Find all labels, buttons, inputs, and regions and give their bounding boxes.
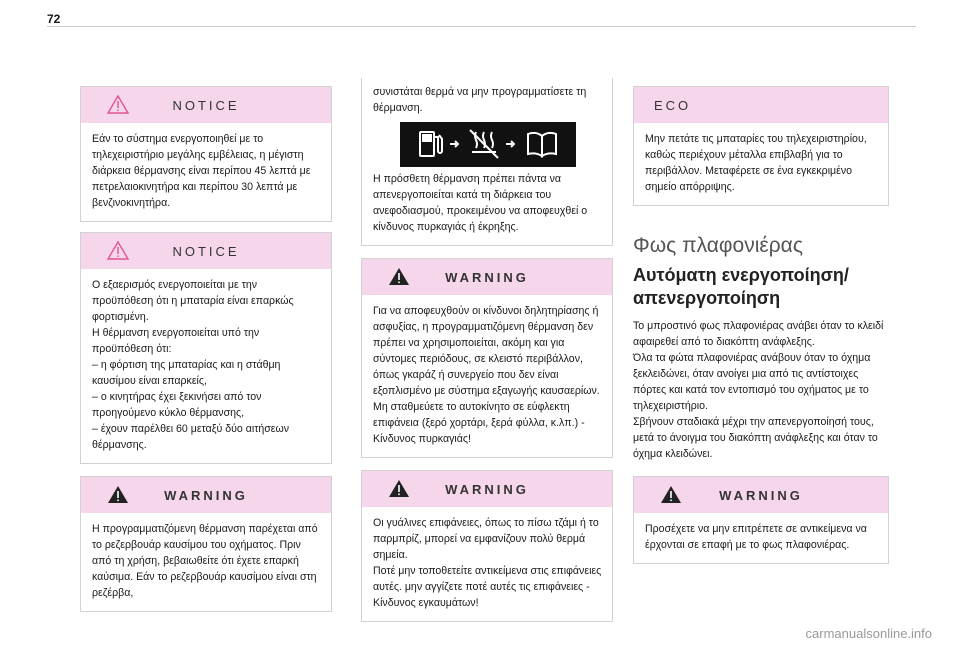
continued-box [361, 78, 613, 246]
warning-filled-icon [107, 485, 129, 507]
notice-line: – ο κινητήρας έχει ξεκινήσει από τον προηγούμενο κύκλο θέρμανσης, [92, 391, 262, 419]
warning-box-2 [361, 258, 613, 458]
warning-line: Ποτέ μην τοποθετείτε αντικείμενα στις επιφάνειες αυτές. μην αγγίζετε ποτέ αυτές τις επιφάνειες - Κίνδυνος εγκαυμάτων! [373, 565, 602, 609]
warning-outline-icon [107, 241, 129, 263]
section-body [633, 318, 889, 462]
refuel-text: Η πρόσθετη θέρμανση πρέπει πάντα να απενεργοποιείται κατά τη διάρκεια του ανεφοδιασμού, προκειμένου να αποφευχθεί ο κίνδυνος πυρκαγιάς ή έκρηξης. [373, 173, 588, 233]
column-3 [633, 86, 889, 564]
refuel-warning-pictogram [400, 122, 576, 167]
warning-title: WARNING [719, 487, 803, 503]
warning-filled-icon [388, 479, 410, 501]
warning-title: WARNING [445, 269, 529, 285]
heater-crossed-icon [470, 130, 498, 158]
warning-text: Προσέχετε να μην επιτρέπετε σε αντικείμενα να έρχονται σε επαφή με το φως πλαφονιέρας. [645, 523, 867, 551]
warning-filled-icon [388, 267, 410, 289]
warning-outline-icon [107, 95, 129, 117]
column-1 [80, 86, 332, 612]
notice-title: NOTICE [172, 243, 240, 259]
warning-line: Για να αποφευχθούν οι κίνδυνοι δηλητηρίασης ή ασφυξίας, η προγραμματιζόμενη θέρμανση δεν πρέπει να χρησιμοποιείται, ακόμη και για σύντομες περιόδους, σε κλειστό περιβάλλον, όπως γκαράζ ή συνεργείο που δεν είναι εξοπλισμένο με σύστημα εξαγωγής καυσαερίων. [373, 305, 600, 397]
warning-filled-icon [660, 485, 682, 507]
warning-header [362, 471, 612, 507]
paragraph: Όλα τα φώτα πλαφονιέρας ανάβουν όταν το όχημα ξεκλειδώνει, όταν ανοίγει μια από τις αντίστοιχες πόρτες και κατά τον εντοπισμό του οχήματος με το τηλεχειριστήριο. [633, 352, 871, 412]
eco-header [634, 87, 888, 123]
subsection-title: Αυτόματη ενεργοποίηση/ απενεργοποίηση [633, 265, 849, 308]
notice-header [81, 87, 331, 123]
eco-box [633, 86, 889, 206]
warning-title: WARNING [164, 487, 248, 503]
section-title: Φως πλαφονιέρας [633, 234, 803, 257]
eco-text: Μην πετάτε τις μπαταρίες του τηλεχειριστηρίου, καθώς περιέχουν μέταλλα επιβλαβή για το περιβάλλον. Μεταφέρετε σε ένα εγκεκριμένο σημείο απόρριψης. [645, 133, 867, 193]
notice-line: – η φόρτιση της μπαταρίας και η στάθμη καυσίμου είναι επαρκείς, [92, 359, 281, 387]
warning-header [634, 477, 888, 513]
continued-text: συνιστάται θερμά να μην προγραμματίσετε τη θέρμανση. [373, 86, 587, 114]
eco-title: ECO [654, 97, 692, 113]
notice-line: Ο εξαερισμός ενεργοποιείται με την προϋπόθεση ότι η μπαταρία είναι επαρκώς φορτισμένη. [92, 279, 294, 323]
arrow-icon [506, 141, 514, 147]
notice-box-2 [80, 232, 332, 464]
warning-text: Η προγραμματιζόμενη θέρμανση παρέχεται από το ρεζερβουάρ καυσίμου του οχήματος. Πριν από τη χρήση, βεβαιωθείτε ότι έχετε επαρκή καύσιμα. Εάν το ρεζερβουάρ καυσίμου είναι στη ρεζέρβα, [92, 523, 318, 599]
column-2 [361, 78, 613, 622]
notice-line: – έχουν παρέλθει 60 μεταξύ δύο αιτήσεων θέρμανσης. [92, 423, 290, 451]
notice-header [81, 233, 331, 269]
header-rule [47, 26, 916, 27]
fuel-pump-icon [420, 132, 442, 156]
manual-book-icon [528, 133, 556, 156]
warning-title: WARNING [445, 481, 529, 497]
page-number: 72 [47, 12, 61, 26]
warning-box-1 [80, 476, 332, 612]
warning-line: Οι γυάλινες επιφάνειες, όπως το πίσω τζάμι ή το παρμπρίζ, μπορεί να εμφανίζουν πολύ θερμά σημεία. [373, 517, 599, 561]
notice-line: Η θέρμανση ενεργοποιείται υπό την προϋπόθεση ότι: [92, 327, 260, 355]
warning-box-3 [361, 470, 613, 622]
warning-line: Μη σταθμεύετε το αυτοκίνητο σε εύφλεκτη επιφάνεια (ξερό χορτάρι, ξερά φύλλα, κ.λπ.) - Κίνδυνος πυρκαγιάς! [373, 401, 585, 445]
warning-header [81, 477, 331, 513]
warning-header [362, 259, 612, 295]
notice-text: Εάν το σύστημα ενεργοποιηθεί με το τηλεχειριστήριο μεγάλης εμβέλειας, η μέγιστη διάρκεια θέρμανσης είναι περίπου 45 λεπτά με πετρελαιοκινητήρα και περίπου 30 λεπτά με βενζινοκινητήρα. [92, 133, 311, 209]
paragraph: Το μπροστινό φως πλαφονιέρας ανάβει όταν το κλειδί αφαιρεθεί από το διακόπτη ανάφλεξης. [633, 320, 884, 348]
footer-watermark: carmanualsonline.info [805, 626, 932, 641]
arrow-icon [450, 141, 458, 147]
warning-box-4 [633, 476, 889, 564]
paragraph: Σβήνουν σταδιακά μέχρι την απενεργοποίησή τους, μετά το άνοιγμα του διακόπτη ανάφλεξης και όταν το όχημα κλειδώνει. [633, 416, 878, 460]
notice-box-1 [80, 86, 332, 222]
notice-title: NOTICE [172, 97, 240, 113]
